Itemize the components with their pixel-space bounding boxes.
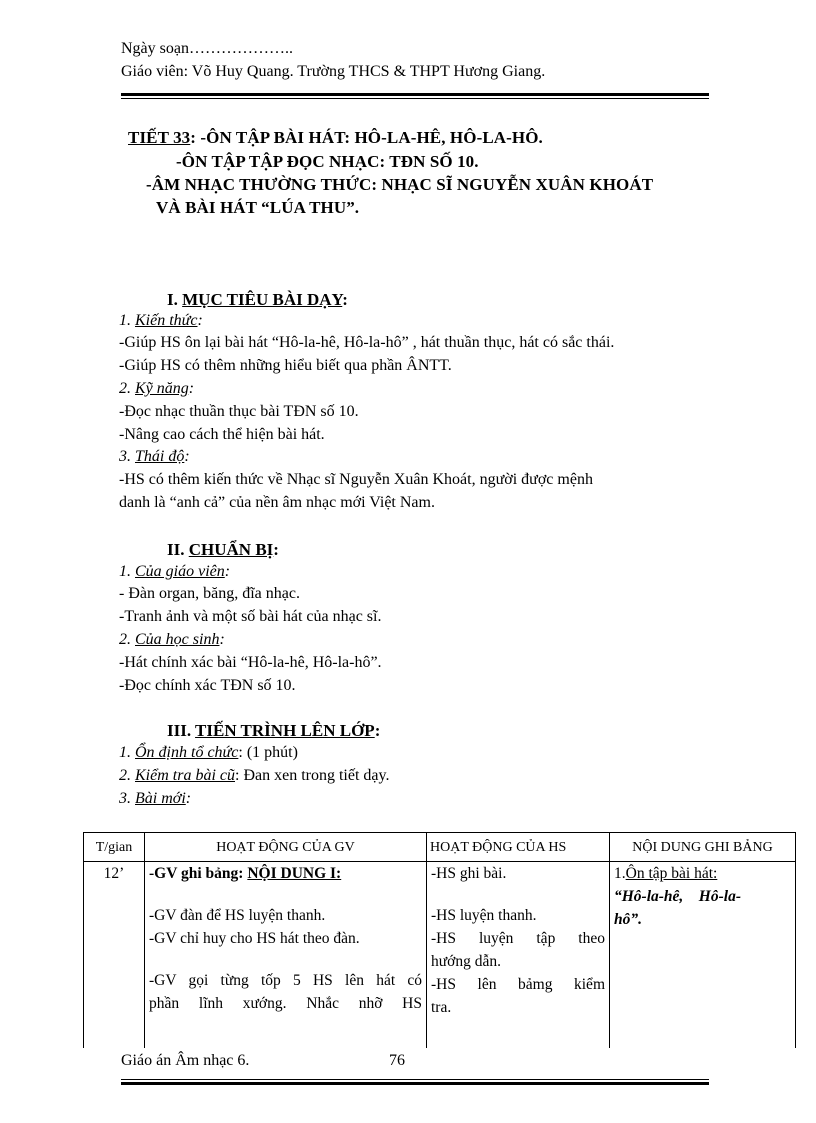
gv-line: -GV chỉ huy cho HS hát theo đàn. [149,930,360,947]
header-rule-thin [121,98,709,99]
section-1-sub-knowledge: 1. Kiến thức: [119,312,203,329]
lesson-title-line2: -ÔN TẬP TẬP ĐỌC NHẠC: TĐN SỐ 10. [176,152,479,171]
cell-student-activity [427,862,610,1049]
header-student-activity: HOẠT ĐỘNG CỦA HS [427,833,610,862]
section-1-sub-skills: 2. Kỹ năng: [119,380,195,397]
gv-line: phần lĩnh xướng. Nhắc nhỡ HS [149,995,422,1012]
cell-board-content [610,862,796,1049]
hs-line: -HS lên bảmg kiểm [431,976,605,993]
lesson-plan-table [83,832,796,1048]
content-song: hô”. [614,911,642,928]
section-2-line: - Đàn organ, băng, đĩa nhạc. [119,585,300,602]
date-line: Ngày soạn……………….. [121,40,293,57]
section-1-line: -Giúp HS có thêm những hiểu biết qua phần ÂNTT. [119,357,452,374]
header-board-content: NỘI DUNG GHI BẢNG [610,833,796,862]
section-1-sub-attitude: 3. Thái độ: [119,448,190,465]
content-song: “Hô-la-hê, Hô-la- [614,888,741,905]
section-3-sub-check: 2. Kiểm tra bài cũ: Đan xen trong tiết dạy. [119,767,390,784]
section-3-sub-organize: 1. Ổn định tổ chức: (1 phút) [119,744,298,761]
page-number: 76 [389,1052,405,1069]
footer-rule-thin [121,1079,709,1080]
section-2-heading: II. CHUẨN BỊ: [167,540,279,559]
gv-line: -GV gọi từng tốp 5 HS lên hát có [149,972,422,989]
hs-line: -HS ghi bài. [431,865,507,882]
section-1-line: danh là “anh cả” của nền âm nhạc mới Việt Nam. [119,494,435,511]
footer-rule-thick [121,1082,709,1085]
gv-line: -GV ghi bảng: NỘI DUNG I: [149,865,342,882]
header-time: T/gian [84,833,145,862]
content-heading: 1.Ôn tập bài hát: [614,865,718,882]
table-row [84,862,796,1049]
section-2-line: -Hát chính xác bài “Hô-la-hê, Hô-la-hô”. [119,654,382,671]
section-1-line: -Đọc nhạc thuần thục bài TĐN số 10. [119,403,359,420]
cell-teacher-activity [145,862,427,1049]
section-2-sub-student: 2. Của học sinh: [119,631,225,648]
section-1-heading: I. MỤC TIÊU BÀI DẠY: [167,290,348,309]
section-2-line: -Đọc chính xác TĐN số 10. [119,677,296,694]
lesson-title-line3: -ÂM NHẠC THƯỜNG THỨC: NHẠC SĨ NGUYỄN XUÂN KHOÁT [146,175,654,194]
gv-line: -GV đàn để HS luyện thanh. [149,907,326,924]
header-rule-thick [121,93,709,96]
section-1-line: -HS có thêm kiến thức về Nhạc sĩ Nguyễn Xuân Khoát, người được mệnh [119,471,593,488]
section-3-heading: III. TIẾN TRÌNH LÊN LỚP: [167,721,381,740]
lesson-title-line4: VÀ BÀI HÁT “LÚA THU”. [156,198,360,217]
hs-line: -HS luyện tập theo [431,930,605,947]
header-teacher-activity: HOẠT ĐỘNG CỦA GV [145,833,427,862]
section-2-sub-teacher: 1. Của giáo viên: [119,563,231,580]
cell-time: 12’ [84,862,145,1049]
footer-title: Giáo án Âm nhạc 6. [121,1052,250,1069]
lesson-title-line1: TIẾT 33: -ÔN TẬP BÀI HÁT: HÔ-LA-HÊ, HÔ-LA-HÔ. [128,128,543,147]
section-1-line: -Giúp HS ôn lại bài hát “Hô-la-hê, Hô-la-hô” , hát thuần thục, hát có sắc thái. [119,334,615,351]
section-1-line: -Nâng cao cách thể hiện bài hát. [119,426,325,443]
hs-line: tra. [431,999,452,1016]
teacher-line: Giáo viên: Võ Huy Quang. Trường THCS & THPT Hương Giang. [121,63,546,80]
section-2-line: -Tranh ảnh và một số bài hát của nhạc sĩ. [119,608,382,625]
hs-line: -HS luyện thanh. [431,907,537,924]
table-header-row [84,833,796,862]
hs-line: hướng dẫn. [431,953,501,970]
lesson-label: TIẾT 33 [128,128,191,147]
section-3-sub-newlesson: 3. Bài mới: [119,790,192,807]
